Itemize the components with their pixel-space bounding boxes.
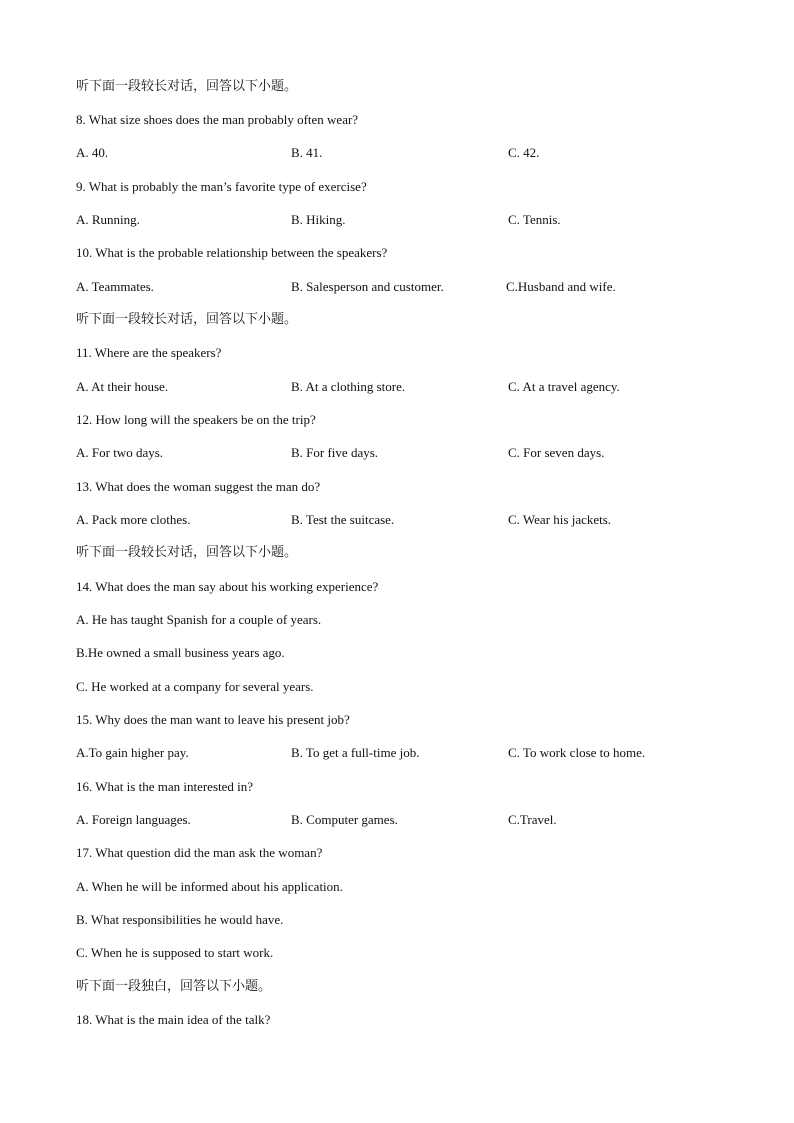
option-b: B.He owned a small business years ago. bbox=[76, 645, 285, 660]
option-a: A. Pack more clothes. bbox=[76, 512, 191, 527]
option-b: B. Computer games. bbox=[291, 812, 398, 827]
option-b: B. What responsibilities he would have. bbox=[76, 912, 284, 927]
question-9: 9. What is probably the man’s favorite type of exercise? bbox=[76, 179, 367, 194]
question-16-options bbox=[76, 810, 776, 830]
question-12: 12. How long will the speakers be on the trip? bbox=[76, 412, 316, 427]
option-a: A. 40. bbox=[76, 145, 109, 160]
option-b: B. 41. bbox=[291, 145, 323, 160]
option-a: A. Running. bbox=[76, 212, 140, 227]
question-16: 16. What is the man interested in? bbox=[76, 779, 254, 794]
option-b: B. To get a full-time job. bbox=[291, 745, 420, 760]
question-12-options bbox=[76, 443, 776, 463]
question-13-options bbox=[76, 510, 776, 530]
option-a: A.To gain higher pay. bbox=[76, 745, 189, 760]
option-c: C. To work close to home. bbox=[508, 745, 646, 760]
question-15-options bbox=[76, 743, 776, 763]
option-c: C.Husband and wife. bbox=[506, 279, 616, 294]
question-14: 14. What does the man say about his working experience? bbox=[76, 579, 379, 594]
question-11-options bbox=[76, 377, 776, 397]
option-a: A. When he will be informed about his application. bbox=[76, 879, 343, 894]
section-heading: 听下面一段较长对话，回答以下小题。 bbox=[76, 312, 298, 327]
question-8: 8. What size shoes does the man probably often wear? bbox=[76, 112, 359, 127]
option-c: C. He worked at a company for several years. bbox=[76, 679, 314, 694]
option-c: C. When he is supposed to start work. bbox=[76, 945, 274, 960]
section-heading: 听下面一段独白，回答以下小题。 bbox=[76, 979, 272, 994]
option-c: C. Tennis. bbox=[508, 212, 561, 227]
question-10: 10. What is the probable relationship between the speakers? bbox=[76, 245, 388, 260]
option-c: C.Travel. bbox=[508, 812, 557, 827]
option-a: A. Teammates. bbox=[76, 279, 154, 294]
option-b: B. For five days. bbox=[291, 445, 379, 460]
question-18: 18. What is the main idea of the talk? bbox=[76, 1012, 271, 1027]
option-a: A. He has taught Spanish for a couple of years. bbox=[76, 612, 322, 627]
option-a: A. For two days. bbox=[76, 445, 164, 460]
question-9-options bbox=[76, 210, 776, 230]
option-a: A. Foreign languages. bbox=[76, 812, 191, 827]
section-heading: 听下面一段较长对话，回答以下小题。 bbox=[76, 79, 298, 94]
question-13: 13. What does the woman suggest the man do? bbox=[76, 479, 321, 494]
question-17: 17. What question did the man ask the woman? bbox=[76, 845, 323, 860]
option-c: C. Wear his jackets. bbox=[508, 512, 612, 527]
section-heading: 听下面一段较长对话，回答以下小题。 bbox=[76, 545, 298, 560]
option-a: A. At their house. bbox=[76, 379, 169, 394]
question-8-options bbox=[76, 143, 776, 163]
question-15: 15. Why does the man want to leave his present job? bbox=[76, 712, 350, 727]
option-c: C. At a travel agency. bbox=[508, 379, 620, 394]
option-b: B. Test the suitcase. bbox=[291, 512, 395, 527]
question-10-options bbox=[76, 277, 776, 297]
question-11: 11. Where are the speakers? bbox=[76, 345, 222, 360]
option-b: B. Salesperson and customer. bbox=[291, 279, 444, 294]
option-c: C. 42. bbox=[508, 145, 540, 160]
option-b: B. Hiking. bbox=[291, 212, 346, 227]
option-c: C. For seven days. bbox=[508, 445, 605, 460]
option-b: B. At a clothing store. bbox=[291, 379, 406, 394]
